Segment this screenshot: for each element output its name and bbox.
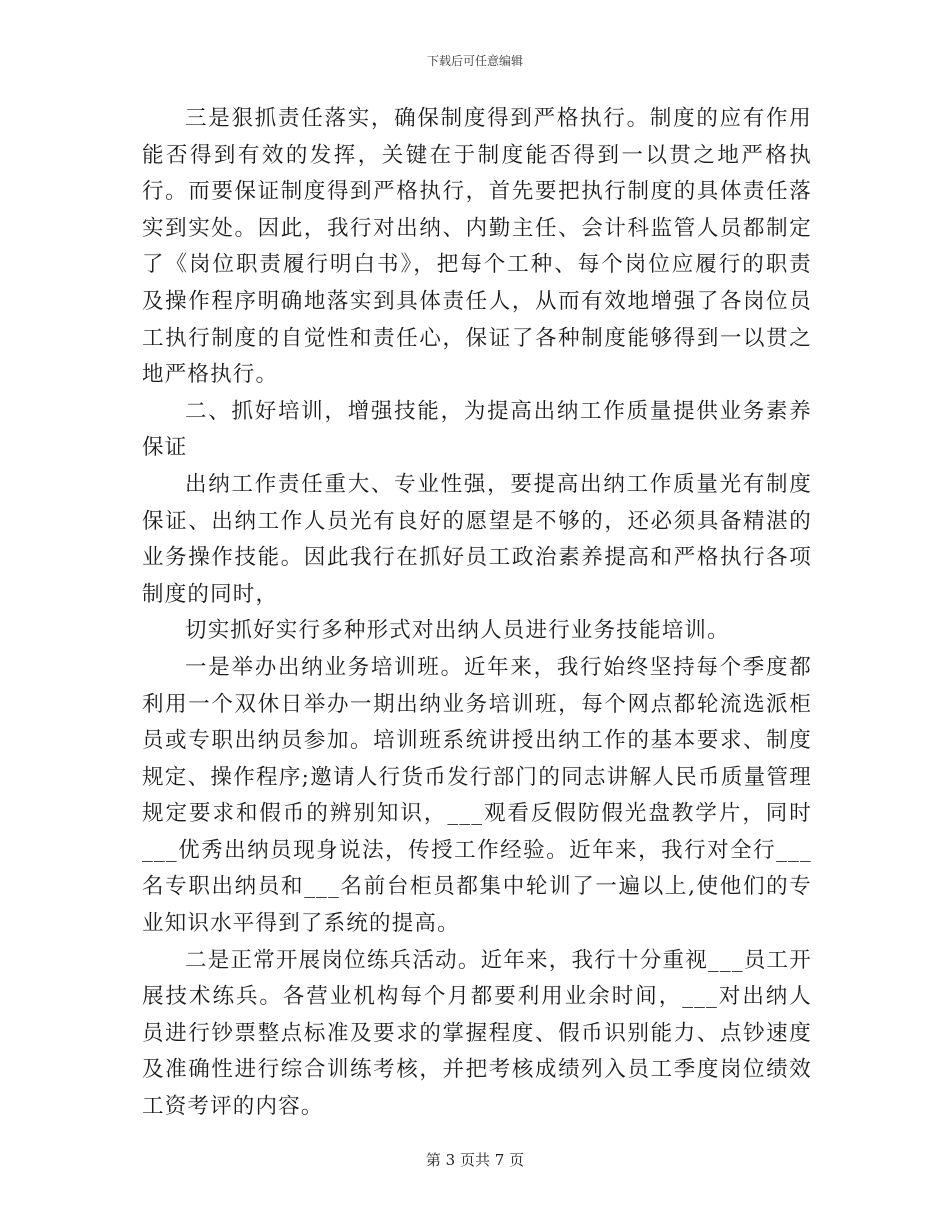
paragraph-training-forms: 切实抓好实行多种形式对出纳人员进行业务技能培训。	[185, 618, 730, 644]
paragraph-skill-practice: 二是正常开展岗位练兵活动。近年来，我行十分重视___员工开展技术练兵。各营业机构每个月都要利用业余时间，___对出纳人员进行钞票整点标准及要求的掌握程度、假币识别能力、点钞速度及准确性进行综合训练考核，并把考核成绩列入员工季度岗位绩效工资考评的内容。	[142, 947, 812, 1120]
page-header: 下载后可任意编辑	[426, 54, 523, 68]
document-body	[142, 101, 812, 1126]
paragraph-training-class: 一是举办出纳业务培训班。近年来，我行始终坚持每个季度都利用一个双休日举办一期出纳业务培训班，每个网点都轮流选派柜员或专职出纳员参加。培训班系统讲授出纳工作的基本要求、制度规定、操作程序;邀请人行货币发行部门的同志讲解人民币质量管理规定要求和假币的辨别知识，___观看反假防假光盘教学片，同时___优秀出纳员现身说法，传授工作经验。近年来，我行对全行___名专职出纳员和___名前台柜员都集中轮训了一遍以上,使他们的专业知识水平得到了系统的提高。	[142, 654, 812, 937]
section-heading-training: 二、抓好培训，增强技能，为提高出纳工作质量提供业务素养保证	[142, 398, 812, 461]
paragraph-training-intro: 出纳工作责任重大、专业性强，要提高出纳工作质量光有制度保证、出纳工作人员光有良好的愿望是不够的，还必须具备精湛的业务操作技能。因此我行在抓好员工政治素养提高和严格执行各项制度的同时，	[142, 471, 812, 607]
paragraph-responsibility: 三是狠抓责任落实，确保制度得到严格执行。制度的应有作用能否得到有效的发挥，关键在于制度能否得到一以贯之地严格执行。而要保证制度得到严格执行，首先要把执行制度的具体责任落实到实处。因此，我行对出纳、内勤主任、会计科监管人员都制定了《岗位职责履行明白书》，把每个工种、每个岗位应履行的职责及操作程序明确地落实到具体责任人，从而有效地增强了各岗位员工执行制度的自觉性和责任心，保证了各种制度能够得到一以贯之地严格执行。	[142, 106, 812, 388]
page-number: 第 3 页共 7 页	[425, 1151, 525, 1169]
